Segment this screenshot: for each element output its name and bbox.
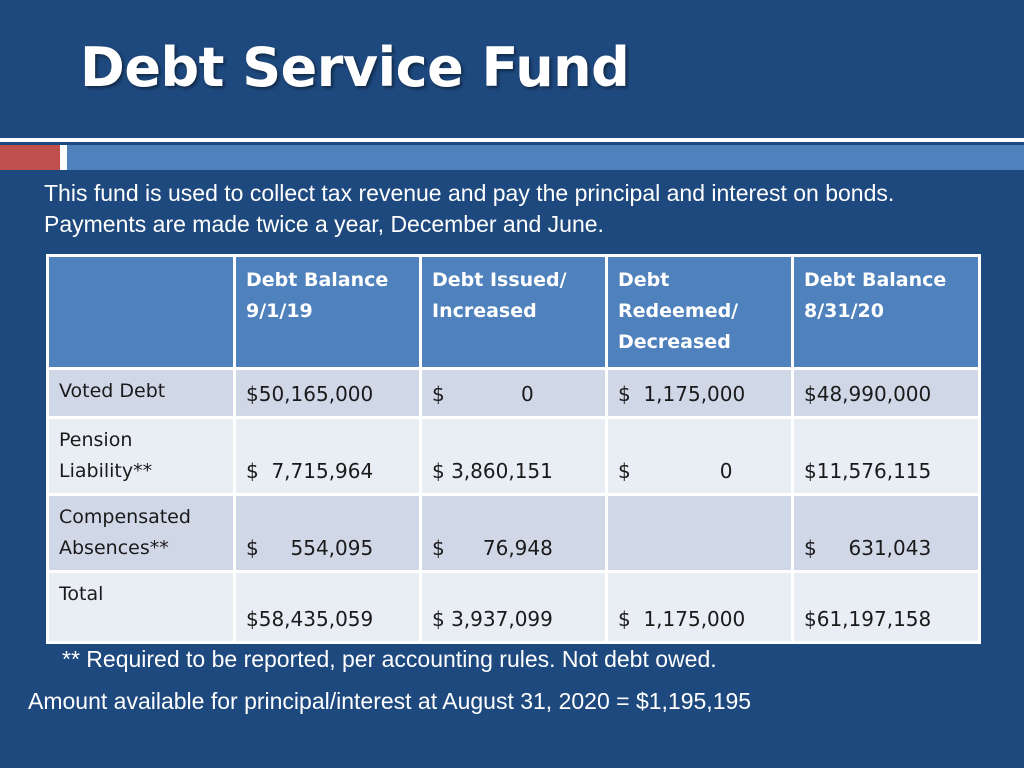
table-cell: $ 631,043 — [793, 495, 980, 572]
header-debt-redeemed: Debt Redeemed/ Decreased — [607, 256, 793, 369]
table-cell: $ 76,948 — [421, 495, 607, 572]
table-cell: $ 1,175,000 — [607, 369, 793, 418]
footnote-text: ** Required to be reported, per accounting rules. Not debt owed. — [62, 646, 717, 672]
divider-line — [0, 138, 1024, 142]
row-label: Pension Liability** — [48, 418, 235, 495]
table-cell: $ 1,175,000 — [607, 572, 793, 643]
table-cell: $61,197,158 — [793, 572, 980, 643]
table-cell: $ 7,715,964 — [235, 418, 421, 495]
accent-bar-red — [0, 145, 60, 170]
header-debt-issued: Debt Issued/ Increased — [421, 256, 607, 369]
table-row — [48, 418, 980, 495]
intro-text: This fund is used to collect tax revenue and pay the principal and interest on bonds. Payments are made twice a year, December and June. — [44, 180, 895, 237]
accent-bar-gap — [60, 145, 67, 170]
table-cell: $48,990,000 — [793, 369, 980, 418]
table-cell: $ 0 — [421, 369, 607, 418]
header-debt-balance-start: Debt Balance 9/1/19 — [235, 256, 421, 369]
table-cell: $ 0 — [607, 418, 793, 495]
row-label: Voted Debt — [48, 369, 235, 418]
slide-title: Debt Service Fund — [80, 36, 630, 99]
amount-available-text: Amount available for principal/interest at August 31, 2020 = $1,195,195 — [28, 688, 752, 714]
table-cell: $11,576,115 — [793, 418, 980, 495]
header-cell-blank — [48, 256, 235, 369]
table-row — [48, 495, 980, 572]
header-debt-balance-end: Debt Balance 8/31/20 — [793, 256, 980, 369]
table-cell: $50,165,000 — [235, 369, 421, 418]
row-label: Compensated Absences** — [48, 495, 235, 572]
table-header-row — [48, 256, 980, 369]
row-label: Total — [48, 572, 235, 643]
table-cell — [607, 495, 793, 572]
table-cell: $58,435,059 — [235, 572, 421, 643]
table-row — [48, 572, 980, 643]
debt-table — [46, 254, 981, 644]
accent-bar-blue — [67, 145, 1024, 170]
table-row — [48, 369, 980, 418]
table-cell: $ 3,860,151 — [421, 418, 607, 495]
table-cell: $ 554,095 — [235, 495, 421, 572]
table-cell: $ 3,937,099 — [421, 572, 607, 643]
